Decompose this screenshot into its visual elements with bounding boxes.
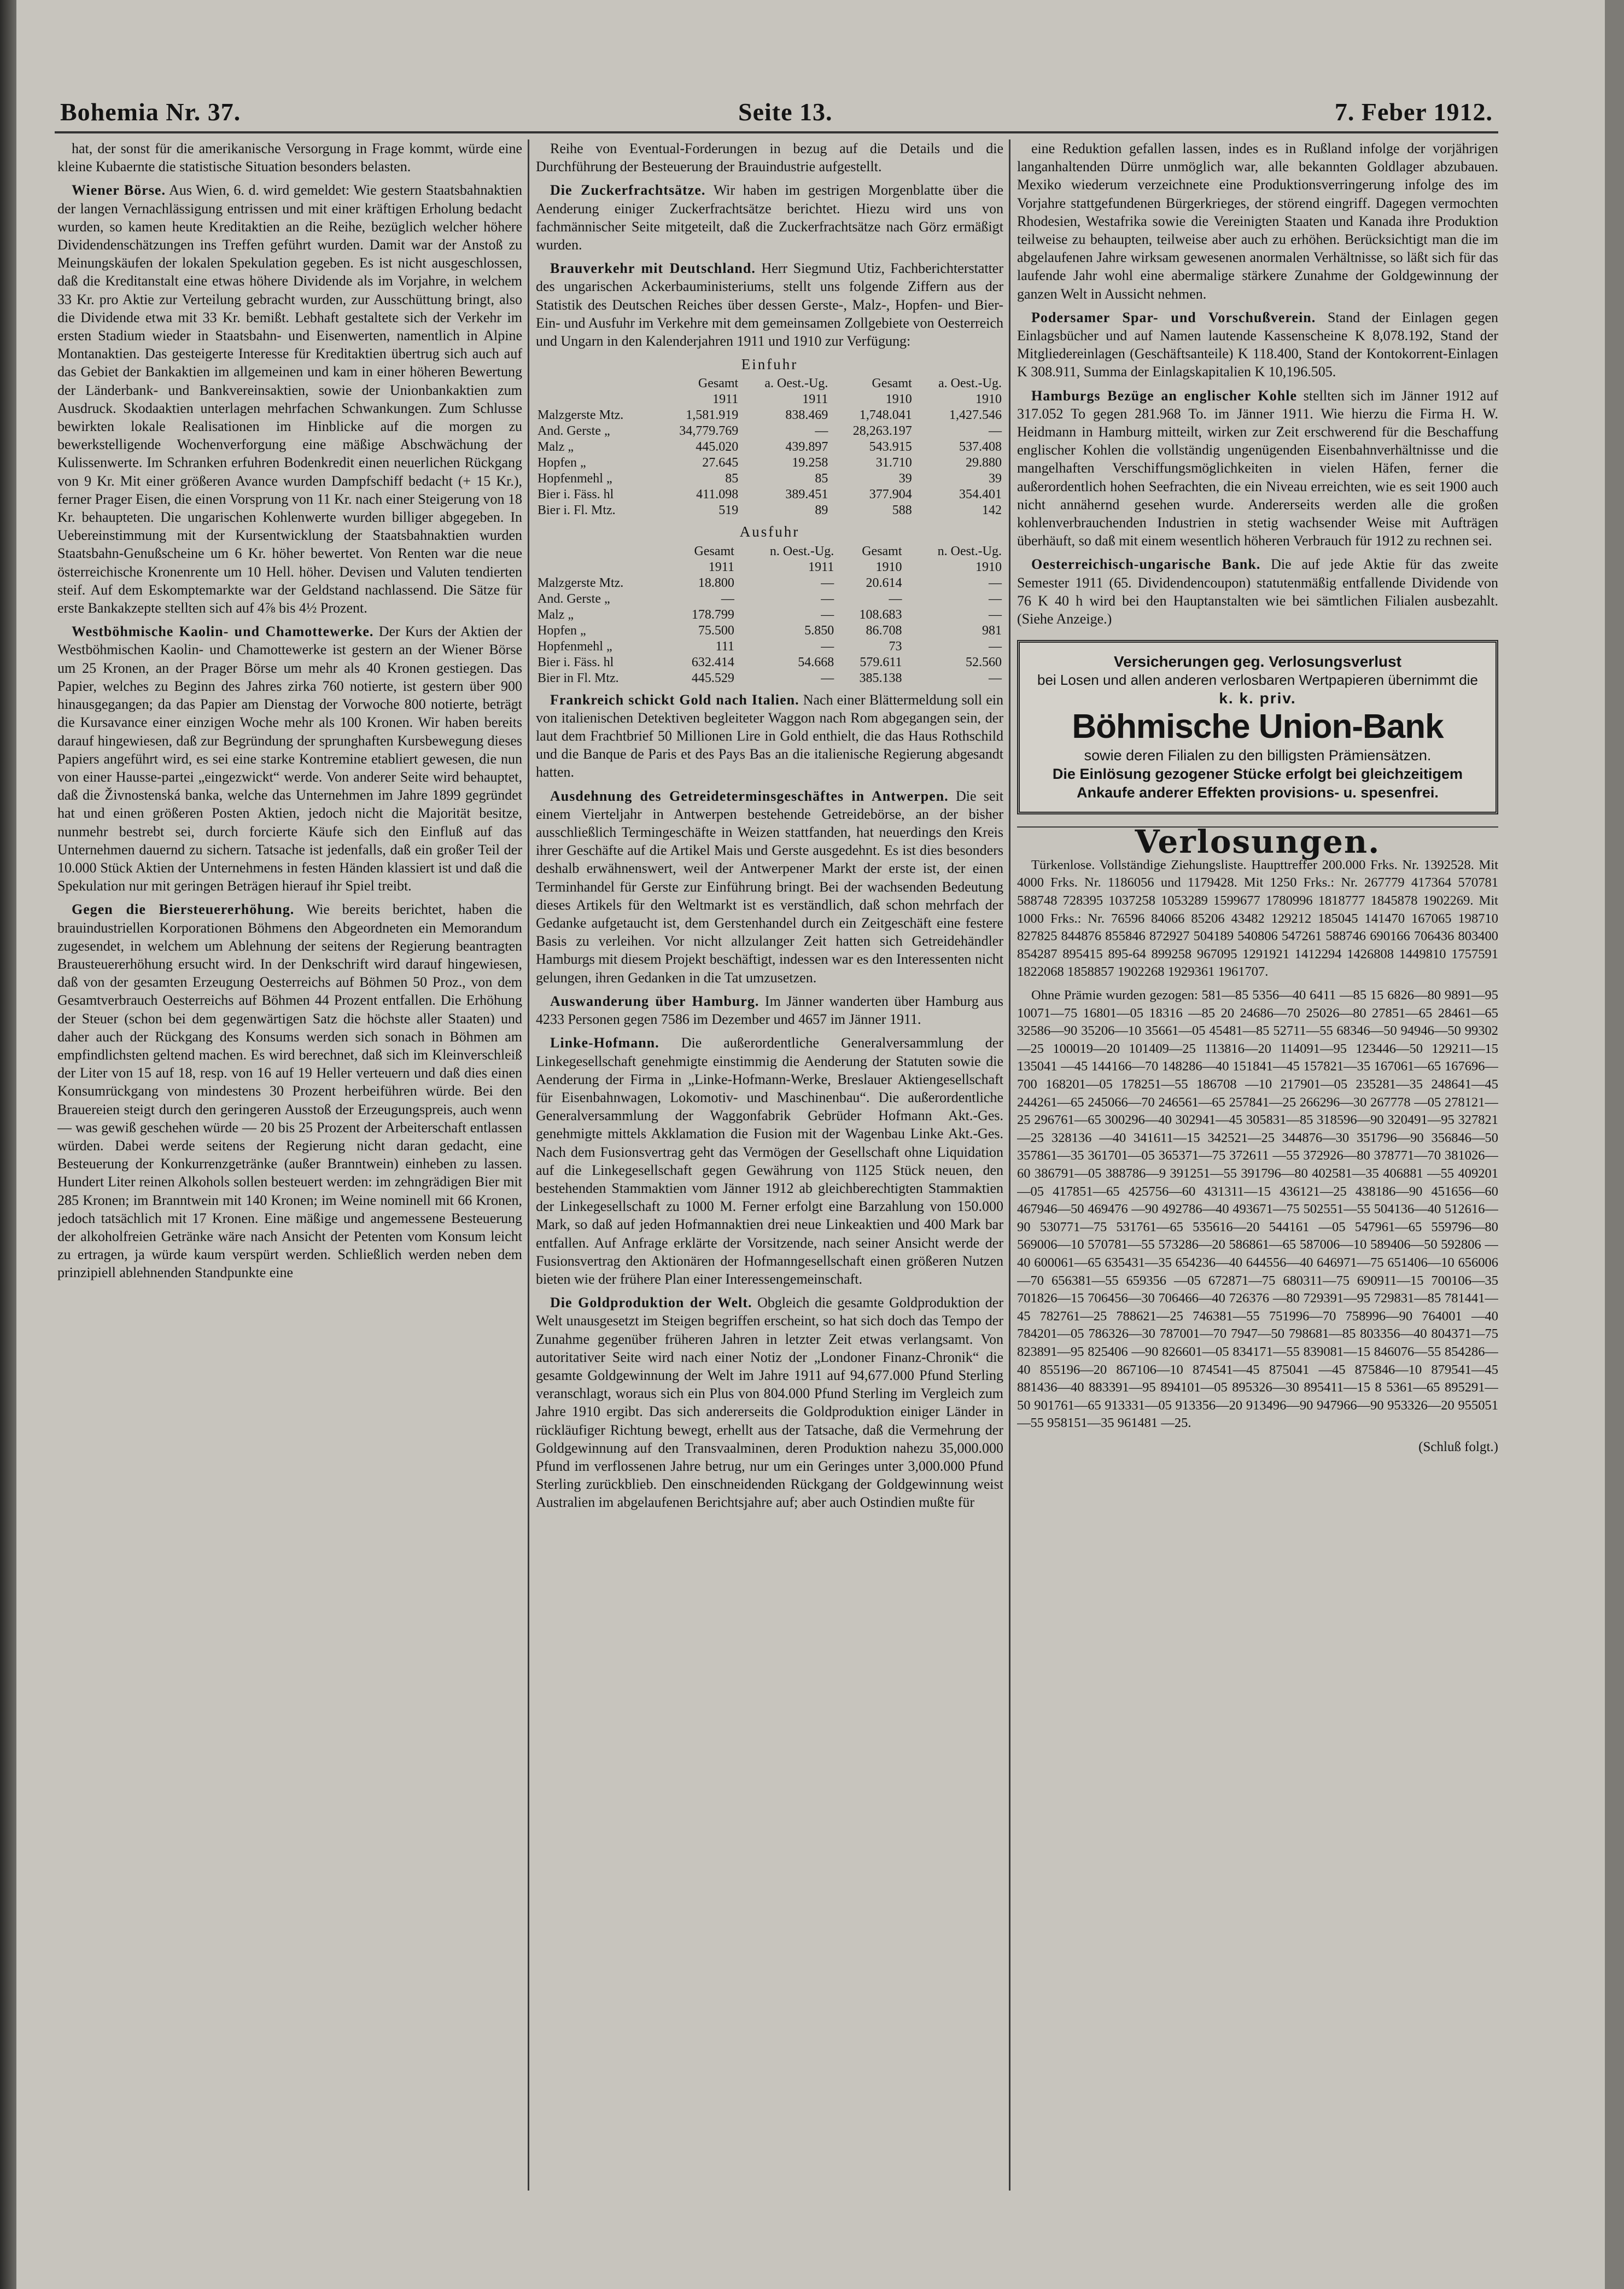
article-text: Herr Siegmund Utiz, Fachberichterstatter des ungarischen Ackerbauministeriums, stellt uns folgende Ziffern aus der Statistik des Deutschen Reiches über dessen Gerste-, Malz-, Hopfen- und Bier-Ein- und Ausfuhr im Verkehre mit dem gemeinsamen Zollgebiete von Oesterreich und Ungarn in den Kalenderjahren 1911 und 1910 zur Verfügung: bbox=[536, 260, 1003, 350]
column-divider bbox=[528, 139, 529, 2191]
article-title: Frankreich schickt Gold nach Italien. bbox=[550, 691, 799, 708]
page-header bbox=[55, 93, 1498, 133]
table-row: Hopfenmehl „ 85 85 39 39 bbox=[538, 471, 1002, 486]
article-text: Wie bereits berichtet, haben die brauindustriellen Korporationen Böhmens den Abgeordneten ein Memorandum zugesendet, in welchem um Ablehnung der seitens der Regierung beantragten Brausteuererhöhung ersucht wird. In der Denkschrift wird darauf hingewiesen, daß von der gesamten Erzeugung Oesterreichs auf Böhmen 50 Proz., von dem Gesamtverbrauch Oesterreichs auf Böhmen 44 Prozent entfallen. Die Erhöhung der Steuer (schon bei dem gegenwärtigen Satz die höchste aller Staaten) und daher auch der Rückgang des Konsums werden sich sonach in Böhmen am empfindlichsten geltend machen. Es wird berechnet, daß sich im Kleinverschleiß der Liter von 15 auf 18, resp. von 16 auf 19 Heller verteuern und daß dies einen Konsumrückgang von mindestens 30 Prozent herbeiführen würde. Bei den Brauereien steigt durch den geringeren Ausstoß der Erzeugungspreis, auch wenn — was gewiß geschehen würde — 20 bis 25 Prozent der Arbeiterschaft entlassen würden. Dabei werde seitens der Regierung nicht daran gedacht, eine Besteuerung der Konkurrenzgetränke (außer Branntwein) einheben zu lassen. Hundert Liter reinen Alkohols sollen besteuert werden: im zehngrädigen Bier mit 285 Kronen; im Branntwein mit 140 Kronen; im Weine nominell mit 66 Kronen, jedoch tatsächlich mit 17 Kronen. Eine mäßige und angemessene Besteuerung der alkoholfreien Getränke wäre nach Ansicht der Petenten vom Konsum leicht zu ertragen, ja würde kaum verspürt werden. Schließlich werden neben dem prinzipiell ablehnenden Standpunkte eine bbox=[57, 901, 522, 1281]
column-3 bbox=[1017, 139, 1498, 2185]
header-date: 7. Feber 1912. bbox=[1334, 98, 1493, 126]
table-row: And. Gerste „ — — — — bbox=[538, 591, 1002, 606]
article-text: Aus Wien, 6. d. wird gemeldet: Wie gestern Staatsbahnaktien der langen Vernachlässigung entrissen und mit einer kräftigen Erholung bedacht wurden, so kamen heute Kreditaktien an die Reihe, bezüglich welcher höhere Dividendenschätzungen ins Treffen geführt wurden. Damit war der Anstoß zu Meinungskäufen der lokalen Spekulation gegeben. Es ist nicht ausgeschlossen, daß die Kreditanstalt eine etwas höhere Dividende als im Vorjahre, in welchem 33 Kr. pro Aktie zur Verteilung gebracht wurden, zur Ausschüttung bringt, also die Dividende etwa mit 33 Kr. bemißt. Lebhaft gestaltete sich der Verkehr im ersten Stadium wieder in Staatsbahn- und Eisenwerten, namentlich in Alpine Montanaktien. Das gesteigerte Interesse für Kreditaktien übertrug sich auch auf das Gebiet der Bankaktien im allgemeinen und kam in einer höheren Bewertung der Länderbank- und Bankvereinsaktien, sowie der Unionbankaktien zum Ausdruck. Skodaaktien unterlagen mehrfachen Schwankungen. Zum Schlusse bewirkten lokale Realisationen im Hinblicke auf die morgen zu bewerkstelligende Wochenverforgung eine mäßige Abschwächung der Kulissenwerte. Im Schranken erfuhren Bodenkredit einen neuerlichen Rückgang von 9 Kr. Mit einer größeren Avance wurden Dampfschiff bedacht (+ 15 Kr.), ferner Prager Eisen, die einen Vorsprung von 11 Kr. nach einer Steigerung von 18 Kr. behaupteten. Die ungarischen Kohlenwerte wurden billiger abgegeben. In Uebereinstimmung mit der Kursentwicklung der Staatsbahnaktien wurden Staatsbahn-Genußscheine um 6 Kr. höher bewertet. Von Renten war die neue österreichische Kronenrente um 10 Hell. höher. Devisen und Valuten tendierten steif. Auf dem Eskomptemarkte war der Geldstand nachlassend. Die Sätze für erste Bankakzepte stellten sich auf 4⅞ bis 4½ Prozent. bbox=[57, 182, 522, 616]
ad-headline: Versicherungen geg. Verlosungsverlust bbox=[1114, 653, 1401, 671]
continuation-note: (Schluß folgt.) bbox=[1418, 1439, 1498, 1454]
table-caption-einfuhr: Einfuhr bbox=[741, 356, 798, 373]
article-bank bbox=[1017, 555, 1498, 628]
table-row: Hopfenmehl „ 111 — 73 — bbox=[538, 639, 1002, 654]
article-text: Im Jänner wanderten über Hamburg aus 4233 Personen gegen 7586 im Dezember und 4657 im Jänner 1911. bbox=[536, 993, 1003, 1028]
article-title: Westböhmische Kaolin- und Chamottewerke. bbox=[72, 624, 374, 640]
article-getreide bbox=[536, 787, 1003, 987]
article-title: Ausdehnung des Getreideterminsgeschäftes in Antwerpen. bbox=[550, 788, 949, 804]
article-wiener-borse bbox=[57, 181, 522, 617]
article-paragraph: eine Reduktion gefallen lassen, indes es in Rußland infolge der vorjährigen langanhaltenden Dürre unmöglich war, alle bekannten Goldlager abzubauen. Mexiko wiederum verzeichnete eine Produktionsverringerung infolge des im Vorjahre stattgefundenen Bürgerkrieges, der störend eingriff. Dagegen vermochten Rhodesien, Westafrika sowie die Vereinigten Staaten und Kanada ihre Produktion teilweise zu behaupten, teilweise aber auch zu erhöhen. Berücksichtigt man die im abgelaufenen Jahre wirksam gewesenen anormalen Verhältnisse, so läßt sich für das laufende Jahr wohl eine abermalige stärkere Zunahme der Goldgewinnung der ganzen Welt in Aussicht nehmen. bbox=[1017, 141, 1498, 302]
table-row: Malzgerste Mtz. 18.800 — 20.614 — bbox=[538, 575, 1002, 590]
article-biersteuer bbox=[57, 900, 522, 1282]
article-text: Obgleich die gesamte Goldproduktion der Welt unausgesetzt im Steigen begriffen erscheint, so hat sich doch das Tempo der Zunahme gegenüber früheren Jahren in letzter Zeit etwas verlangsamt. Von autoritativer Seite wird nach einer Notiz der „Londoner Finanz-Chronik“ die gesamte Goldgewinnung der Welt im Jahre 1911 auf 94,677.000 Pfund Sterling veranschlagt, woraus sich ein Plus von 804.000 Pfund Sterling im Vergleich zum Jahre 1910 ergibt. Das sich andererseits die Goldproduktion einiger Länder in rückläufiger Richtung bewegt, erhellt aus der Tatsache, daß die Vermehrung der Goldgewinnung auf den Transvaalminen, deren Produktion nahezu 35,000.000 Pfund im verflossenen Jahre betrug, nur um ein Geringes unter 3,000.000 Pfund Sterling zurückblieb. Den einschneidenden Rückgang der Goldgewinnung weist Australien im abgelaufenen Berichtsjahre auf; aber auch Ostindien mußte für bbox=[536, 1295, 1003, 1511]
table-row: Bier in Fl. Mtz. 445.529 — 385.138 — bbox=[538, 671, 1002, 685]
table-header-row: Gesamt a. Oest.-Ug. Gesamt a. Oest.-Ug. bbox=[698, 376, 1002, 391]
table-header-row: 1911 1911 1910 1910 bbox=[712, 392, 1002, 407]
scan-edge bbox=[0, 0, 16, 2289]
article-title: Hamburgs Bezüge an englischer Kohle bbox=[1031, 387, 1297, 404]
article-title: Die Goldproduktion der Welt. bbox=[550, 1295, 752, 1311]
article-title: Linke-Hofmann. bbox=[550, 1035, 659, 1051]
table-row: Bier i. Fäss. hl 411.098 389.451 377.904 354.401 bbox=[538, 487, 1002, 502]
article-text: Die außerordentliche Generalversammlung der Linkegesellschaft genehmigte einstimmig die Aenderung der Statuten sowie die Aenderung der Firma in „Linke-Hofmann-Werke, Breslauer Aktiengesellschaft für Eisenbahnwagen, Lokomotiv- und Maschinenbau“. Die außerordentliche Generalversammlung der Waggonfabrik Gebrüder Hofmann Akt.-Ges. genehmigte mittels Akklamation die Fusion mit der Wagenbau Linke Akt.-Ges. Nach dem Fusionsvertrag geht das Vermögen der Gesellschaft ohne Liquidation auf die Linkegesellschaft gegen Gewährung von 1125 Stück neuen, den bestehenden Stammaktien vom Jänner 1912 ab gleichberechtigten Stammaktien der Linkegesellschaft zu 1000 M. Ferner erfolgt eine Barzahlung von 150.000 Mark, so daß auf jeden Hofmannaktien drei neue Linkeaktien und 400 Mark bar entfallen. Auf Anfrage erklärte der Vorsitzende, nach seiner Ansicht werde der Fusionsvertrag den Aktionären der Hofmanngesellschaft einen größeren Nutzen bieten wie der frühere Plan einer Interessengemeinschaft. bbox=[536, 1035, 1003, 1287]
article-title: Gegen die Biersteuererhöhung. bbox=[72, 901, 295, 918]
article-title: Oesterreichisch-ungarische Bank. bbox=[1031, 556, 1261, 573]
table-einfuhr bbox=[536, 376, 1003, 519]
article-text: Die seit einem Vierteljahr in Antwerpen bestehende Getreidebörse, an der bisher ausschließlich Termingeschäfte in Weizen stattfanden, hat neuerdings den Kreis ihrer Geschäfte auf die Artikel Mais und Gerste ausgedehnt. Es ist dies besonders deshalb erwähnenswert, weil der Antwerpener Markt der erste ist, der einen Terminhandel für Gerste zur Einführung bringt. Bei der wachsenden Bedeutung dieses Artikels für den Weltmarkt ist es verständlich, daß schon mehrfach der Gedanke aufgetaucht ist, dem Gerstenhandel durch ein Zeitgeschäft eine festere Basis zu verleihen. Vor nicht allzulanger Zeit hatten sich Getreidehändler Hamburgs mit diesem Projekt beschäftigt, indessen war es den Interessenten nicht gelungen, ihren Gedanken in die Tat umzusetzen. bbox=[536, 788, 1003, 986]
article-title: Auswanderung über Hamburg. bbox=[550, 993, 760, 1009]
section-title-verlosungen: Verlosungen. bbox=[1017, 826, 1498, 851]
table-row: Malz „ 445.020 439.897 543.915 537.408 bbox=[538, 440, 1002, 455]
newspaper-page bbox=[16, 0, 1605, 2289]
column-divider bbox=[1009, 139, 1010, 2191]
article-paragraph: Reihe von Eventual-Forderungen in bezug auf die Details und die Durchführung der Besteuerung der Brauindustrie aufgestellt. bbox=[536, 141, 1003, 175]
article-text: Wir haben im gestrigen Morgenblatte über die Aenderung einiger Zuckerfrachtsätze berichtet. Hiezu wird uns von fachmännischer Seite mitgeteilt, daß die Zuckerfrachtsätze nach Görz ermäßigt wurden. bbox=[536, 182, 1003, 253]
advertisement-union-bank bbox=[1017, 640, 1498, 814]
table-row: Malzgerste Mtz. 1,581.919 838.469 1,748.041 1,427.546 bbox=[538, 408, 1002, 423]
ad-text: Die Einlösung gezogener Stücke erfolgt bei gleichzeitigem Ankaufe anderer Effekten provisions- u. spesenfrei. bbox=[1052, 765, 1463, 801]
article-title: Brauverkehr mit Deutschland. bbox=[550, 260, 756, 277]
ad-text: sowie deren Filialen zu den billigsten Prämiensätzen. bbox=[1084, 747, 1432, 764]
article-gold-italien bbox=[536, 691, 1003, 782]
article-zuckerfracht bbox=[536, 181, 1003, 254]
article-text: Der Kurs der Aktien der Westböhmischen Kaolin- und Chamottewerke ist gestern an der Wiener Börse um 25 Kronen, an der Prager Börse um mehr als 40 Kronen gestiegen. Das Papier, welches zu Beginn des Jahres zirka 760 notierte, ist gestern über 900 hinausgegangen; da das Papier am Dienstag der Vorwoche 800 notierte, beträgt die Kursavance einer einzigen Woche mehr als 100 Kronen. Wir haben bereits darauf hingewiesen, daß zur Begründung der sprunghaften Kursbewegung dieses Papiers angeführt wird, es sei eine starke Kontremine etabliert gewesen, die nun von einer Hausse-partei „eingezwickt“ werde. Von anderer Seite wird behauptet, daß die Živnostenská banka, welche das Unternehmen im Jahre 1899 gegründet hat und einen größeren Posten Aktien, jedoch nicht die Majorität besitze, nunmehr bestrebt sei, durch forcierte Käufe sich den Einfluß auf das Unternehmen dauernd zu sichern. Tatsache ist jedenfalls, daß ein großer Teil der 10.000 Stück Aktien der Unternehmens in festen Händen klassiert ist und daß die Spekulation nur mit geringen Beträgen hierauf ihr Spiel treibt. bbox=[57, 624, 522, 894]
article-paragraph: hat, der sonst für die amerikanische Versorgung in Frage kommt, würde eine kleine Kubaernte die statistische Situation besonders belasten. bbox=[57, 141, 522, 175]
table-row: Bier i. Fäss. hl 632.414 54.668 579.611 52.560 bbox=[538, 655, 1002, 669]
article-auswanderung bbox=[536, 992, 1003, 1028]
header-page-number: Seite 13. bbox=[738, 98, 833, 126]
table-row: Hopfen „ 75.500 5.850 86.708 981 bbox=[538, 623, 1002, 638]
article-kohle bbox=[1017, 387, 1498, 550]
article-linke-hofmann bbox=[536, 1034, 1003, 1288]
ad-text: k. k. priv. bbox=[1219, 690, 1296, 707]
article-text: stellten sich im Jänner 1912 auf 317.052 To gegen 281.968 To. im Jänner 1911. Wie hierzu die Firma H. W. Heidmann in Hamburg mitteilt, wirken zur Zeit erschwerend für die Beschaffung englischer Kohlen die vollständig ungenügenden Eisenbahnverhältnisse und die mangelhaften Verschiffungsmöglichkeiten in vielen Häfen, ferner die außerordentlich hohen Seefrachten, die ein Niveau erreichten, wie es seit 1900 auch nicht annähernd gesehen wurde. Andererseits werden alle die großen kohlenverbrauchenden Industrien in stetig wachsender Weise mit Aufträgen überhäuft, so daß mit einem wesentlich höheren Verbrauch für 1912 zu rechnen sei. bbox=[1017, 387, 1498, 549]
table-row: Bier i. Fl. Mtz. 519 89 588 142 bbox=[538, 503, 1002, 518]
article-text: Stand der Einlagen gegen Einlagsbücher und auf Namen lautende Kassenscheine K 8,078.192, Stand der Mitgliedereinlagen (Geschäftsanteile) K 118.400, Stand der Kontokorrent-Einlagen K 308.911, Summa der Einlagskapitalien K 10,196.505. bbox=[1017, 309, 1498, 380]
lottery-intro: Türkenlose. Vollständige Ziehungsliste. Haupttreffer 200.000 Frks. Nr. 1392528. Mit 4000 Frks. Nr. 1186056 und 1179428. Mit 1250 Frks.: Nr. 267779 417364 570781 588748 728395 1037258 1053289 1599677 1780996 1818777 1845878 1902269. Mit 1000 Frks.: Nr. 76596 84066 85206 43482 129212 185045 141470 167065 198710 827825 844876 855846 872927 504189 540806 547261 588746 690166 706436 803400 854287 895415 895-64 899258 967095 1291921 1412294 1426808 1449810 1757591 1822068 1858857 1902268 1929361 1961707. bbox=[1017, 857, 1498, 980]
lottery-list: Ohne Prämie wurden gezogen: 581—85 5356—40 6411 —85 15 6826—80 9891—95 10071—75 16801—05 18316 —85 20 24686—70 25026—80 27851—65 28461—65 32586—90 35206—10 35661—05 45481—85 52711—55 68346—50 94946—50 99302—25 100019—20 101409—25 113816—20 114091—95 123446—50 129211—15 135041 —45 144166—70 148286—40 151841—45 157821—35 167061—65 167696—700 168201—05 178251—55 186708 —10 217901—05 235281—35 248641—45 244261—65 245066—70 246561—65 257841—25 266296—30 267778 —05 278121—25 296761—65 300296—40 302941—45 305831—85 318596—90 320491—95 327821—25 328136 —40 341611—15 342521—25 344876—30 351796—90 356846—50 357861—35 361701—05 365371—75 372611 —55 372926—80 378771—70 381026—60 386791—05 388786—9 391251—55 391796—80 402581—35 406881 —55 409201—05 417851—65 425756—60 431311—15 436121—25 438186—90 451656—60 467946—50 469476 —90 492786—40 493671—75 502551—55 504136—40 512616—90 530771—75 531761—65 535616—20 544161 —05 547961—65 559796—80 569006—10 570781—55 573286—20 586861—65 587006—10 589406—50 592806 —40 600061—65 635431—35 654236—40 644556—40 646971—75 651406—10 656006—70 656381—55 659356 —05 672871—75 680311—75 690911—15 700106—35 701826—15 706456—30 706466—40 726376 —80 729391—95 729831—85 781441—45 782761—25 788621—25 746381—55 751996—70 758996—90 764001 —40 784201—05 786326—30 787001—70 7947—50 798681—85 803356—40 804371—75 823891—95 825406 —90 826601—05 834171—55 839081—15 846076—55 854286—40 855196—20 867106—10 874541—45 875041 —45 875846—10 879541—45 881436—40 883391—95 894101—05 895326—30 895411—15 8 5361—65 895291—50 901761—65 913331—05 913356—20 913496—90 947966—90 953326—20 955051—55 958151—35 961481 —25. bbox=[1017, 988, 1498, 1431]
table-header-row: Gesamt n. Oest.-Ug. Gesamt n. Oest.-Ug. bbox=[694, 544, 1002, 558]
article-kaolin bbox=[57, 622, 522, 895]
ad-text: bei Losen und allen anderen verlosbaren Wertpapieren übernimmt die bbox=[1037, 672, 1479, 689]
article-goldproduktion bbox=[536, 1294, 1003, 1511]
table-row: Malz „ 178.799 — 108.683 — bbox=[538, 607, 1002, 622]
article-brauverkehr bbox=[536, 259, 1003, 350]
ad-bank-name: Böhmische Union-Bank bbox=[1072, 707, 1444, 745]
table-row: Hopfen „ 27.645 19.258 31.710 29.880 bbox=[538, 456, 1002, 470]
table-ausfuhr bbox=[536, 544, 1003, 686]
table-caption-ausfuhr: Ausfuhr bbox=[739, 523, 800, 540]
article-title: Wiener Börse. bbox=[72, 182, 166, 199]
table-header-row: 1911 1911 1910 1910 bbox=[708, 560, 1002, 574]
table-row: And. Gerste „ 34,779.769 — 28,263.197 — bbox=[538, 424, 1002, 439]
article-title: Die Zuckerfrachtsätze. bbox=[550, 182, 706, 199]
column-2 bbox=[536, 139, 1003, 2185]
column-1 bbox=[57, 139, 522, 2185]
article-text: Die auf jede Aktie für das zweite Semester 1911 (65. Dividendencoupon) statutenmäßig entfallende Dividende von 76 K 40 h wird bei den Hauptanstalten wie bei sämtlichen Filialen ausbezahlt. (Siehe Anzeige.) bbox=[1017, 556, 1498, 627]
header-masthead: Bohemia Nr. 37. bbox=[60, 98, 241, 126]
article-vorschussverein bbox=[1017, 308, 1498, 381]
article-title: Podersamer Spar- und Vorschußverein. bbox=[1031, 309, 1316, 325]
article-text: Nach einer Blättermeldung soll ein von italienischen Detektiven begleiteter Waggon nach Rom abgegangen sein, der laut dem Frachtbrief 50 Millionen Lire in Gold enthielt, die das Haus Rothschild und die Banque de Paris et des Pays Bas an die italienische Regierung abgesandt hatten. bbox=[536, 691, 1003, 781]
